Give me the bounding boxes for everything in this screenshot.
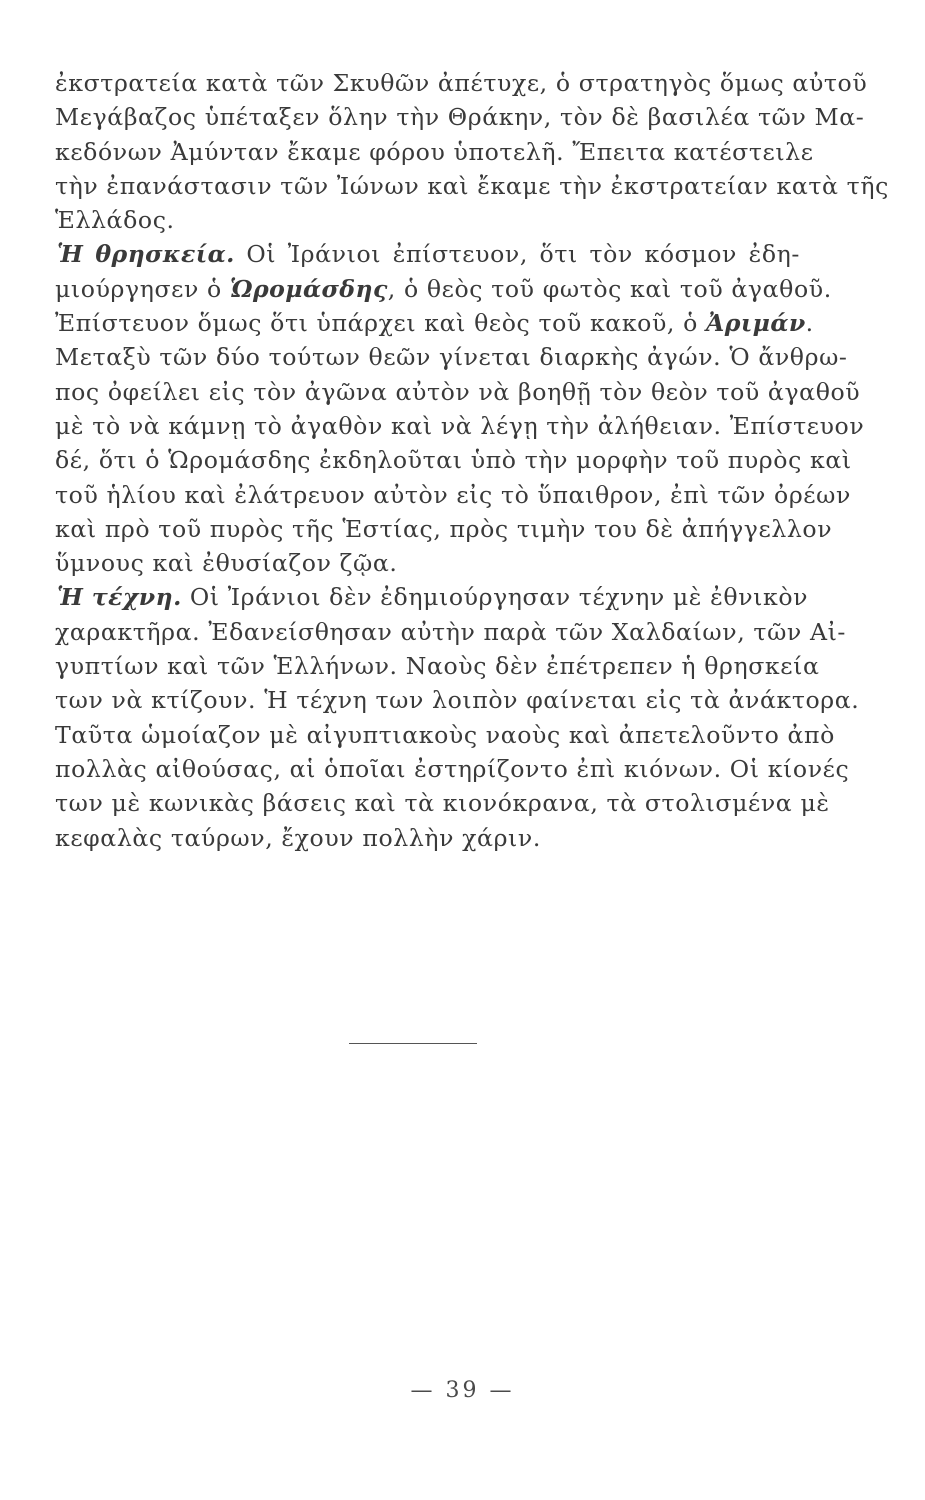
text-line: γυπτίων καὶ τῶν Ἑλλήνων. Ναοὺς δὲν ἐπέτρεπεν ἡ θρησκεία <box>55 652 820 681</box>
section-heading-art: Ἡ τέχνη. Οἱ Ἰράνιοι δὲν ἐδημιούργησαν τέχνην μὲ ἐθνικὸν <box>57 583 809 612</box>
text-line: δέ, ὅτι ὁ Ὡρομάσδης ἐκδηλοῦται ὑπὸ τὴν μορφὴν τοῦ πυρὸς καὶ <box>55 446 852 475</box>
text-line: τὴν ἐπανάστασιν τῶν Ἰώνων καὶ ἔκαμε τὴν ἐκστρατείαν κατὰ τῆς <box>55 171 889 200</box>
text-line: καὶ πρὸ τοῦ πυρὸς τῆς Ἑστίας, πρὸς τιμὴν του δὲ ἀπήγγελλον <box>55 514 833 543</box>
section-divider <box>349 1043 477 1044</box>
page-number: — 39 — <box>410 1378 515 1403</box>
text-line: κεφαλὰς ταύρων, ἔχουν πολλὴν χάριν. <box>55 823 541 852</box>
text-line: ἐκστρατεία κατὰ τῶν Σκυθῶν ἀπέτυχε, ὁ στρατηγὸς ὅμως αὐτοῦ <box>55 69 868 97</box>
name-ormazd: Ὡρομάσδης <box>229 274 388 303</box>
text-line: μιούργησεν ὁ Ὡρομάσδης, ὁ θεὸς τοῦ φωτὸς καὶ τοῦ ἀγαθοῦ. <box>55 274 832 303</box>
text-line: χαρακτῆρα. Ἐδανείσθησαν αὐτὴν παρὰ τῶν Χαλδαίων, τῶν Αἰ- <box>55 617 847 646</box>
text-line: πολλὰς αἰθούσας, αἱ ὁποῖαι ἐστηρίζοντο ἐπὶ κιόνων. Οἱ κίονές <box>55 754 850 783</box>
text-line: Μεγάβαζος ὑπέταξεν ὅλην τὴν Θράκην, τὸν δὲ βασιλέα τῶν Μα- <box>55 103 865 132</box>
section-heading-religion: Ἡ θρησκεία. Οἱ Ἰράνιοι ἐπίστευον, ὅτι τὸν κόσμον ἐδη- <box>57 240 800 269</box>
page-body <box>55 66 889 855</box>
text-line: κεδόνων Ἀμύνταν ἔκαμε φόρου ὑποτελῆ. Ἔπειτα κατέστειλε <box>55 137 814 166</box>
name-ahriman: Ἀριμάν <box>706 309 806 338</box>
text-line: πος ὀφείλει εἰς τὸν ἀγῶνα αὐτὸν νὰ βοηθῇ τὸν θεὸν τοῦ ἀγαθοῦ <box>55 377 861 406</box>
text-line: Μεταξὺ τῶν δύο τούτων θεῶν γίνεται διαρκὴς ἀγών. Ὁ ἄνθρω- <box>55 343 848 372</box>
heading-art: Ἡ τέχνη. <box>57 583 182 612</box>
text-line: των μὲ κωνικὰς βάσεις καὶ τὰ κιονόκρανα, τὰ στολισμένα μὲ <box>55 789 830 818</box>
text-line: τοῦ ἡλίου καὶ ἐλάτρευον αὐτὸν εἰς τὸ ὕπαιθρον, ἐπὶ τῶν ὀρέων <box>55 480 851 509</box>
text-line: Ἑλλάδος. <box>55 206 175 235</box>
text-line: Ἐπίστευον ὅμως ὅτι ὑπάρχει καὶ θεὸς τοῦ κακοῦ, ὁ Ἀριμάν. <box>55 309 814 338</box>
heading-religion: Ἡ θρησκεία. <box>57 240 235 269</box>
text-line: Ταῦτα ὡμοίαζον μὲ αἰγυπτιακοὺς ναοὺς καὶ ἀπετελοῦντο ἀπὸ <box>55 720 835 749</box>
text-line: των νὰ κτίζουν. Ἡ τέχνη των λοιπὸν φαίνεται εἰς τὰ ἀνάκτορα. <box>55 686 860 715</box>
text-line: μὲ τὸ νὰ κάμνῃ τὸ ἀγαθὸν καὶ νὰ λέγῃ τὴν ἀλήθειαν. Ἐπίστευον <box>55 411 865 440</box>
text-line: ὕμνους καὶ ἐθυσίαζον ζῷα. <box>55 549 398 578</box>
